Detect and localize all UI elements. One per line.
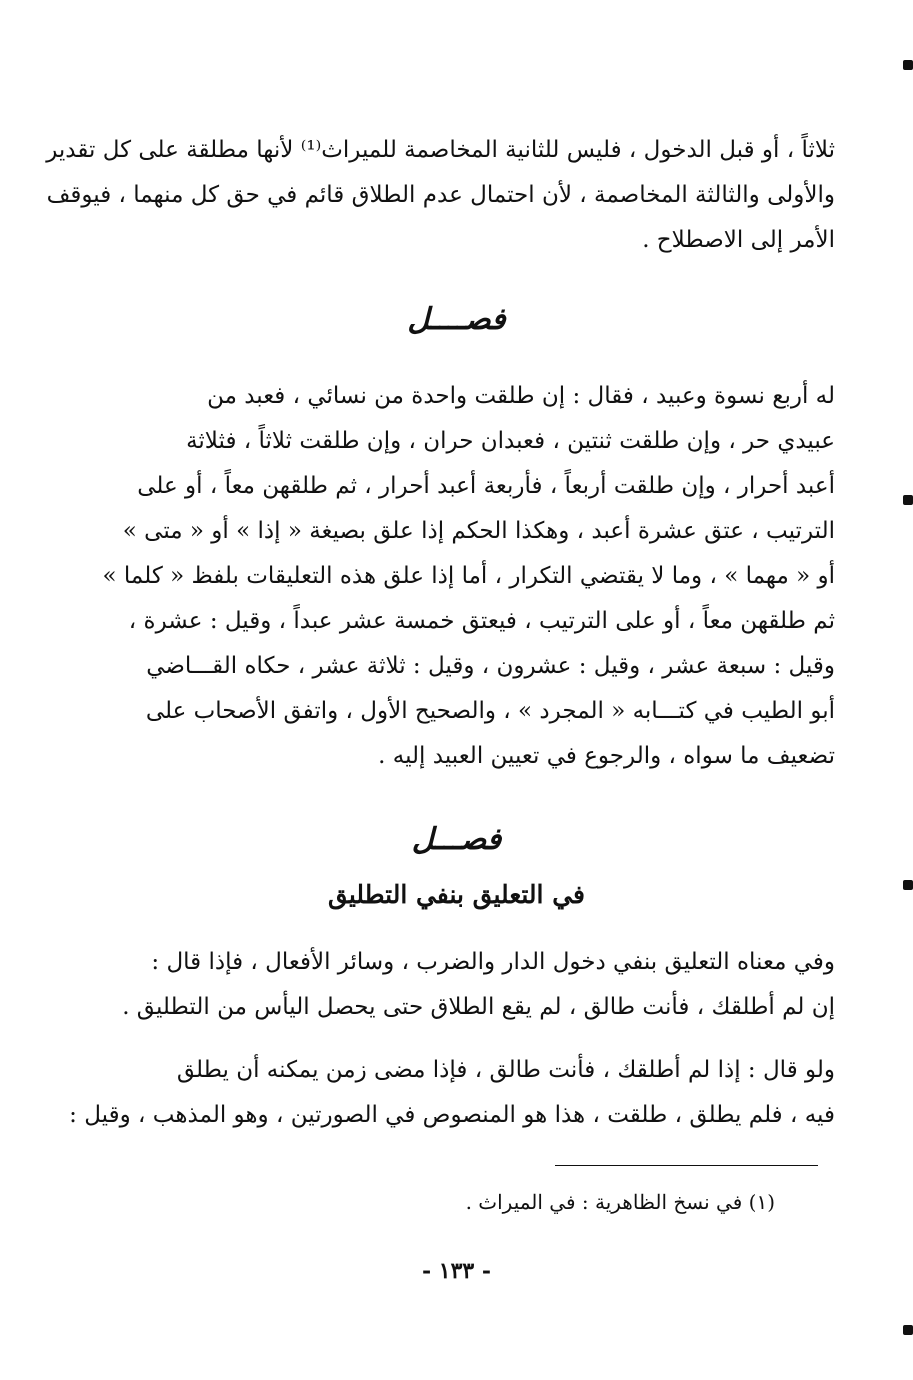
footnote-separator xyxy=(555,1165,818,1166)
paragraph-line: ثم طلقهن معاً ، أو على الترتيب ، فيعتق خمسة عشر عبداً ، وقيل : عشرة ، xyxy=(128,608,835,634)
page-number: - ١٣٣ - xyxy=(421,1258,492,1284)
paragraph-line: والأولى والثالثة المخاصمة ، لأن احتمال عدم الطلاق قائم في حق كل منهما ، فيوقف xyxy=(46,182,835,208)
paragraph-line: إن لم أطلقك ، فأنت طالق ، لم يقع الطلاق حتى يحصل اليأس من التطليق . xyxy=(122,994,835,1020)
paragraph-4 xyxy=(69,1048,835,1138)
paragraph-line: وفي معناه التعليق بنفي دخول الدار والضرب ، وسائر الأفعال ، فإذا قال : xyxy=(151,949,835,975)
paragraph-line: أبو الطيب في كتـــابه « المجرد » ، والصحيح الأول ، واتفق الأصحاب على xyxy=(145,698,835,724)
paragraph-line: الترتيب ، عتق عشرة أعبد ، وهكذا الحكم إذا علق بصيغة « إذا » أو « متى » xyxy=(122,518,835,544)
scan-edge-mark xyxy=(903,1325,913,1335)
footnote: (١) في نسخ الظاهرية : في الميراث . xyxy=(465,1190,775,1214)
paragraph-line: أو « مهما » ، وما لا يقتضي التكرار ، أما إذا علق هذه التعليقات بلفظ « كلما » xyxy=(102,563,835,589)
paragraph-line: ولو قال : إذا لم أطلقك ، فأنت طالق ، فإذا مضى زمن يمكنه أن يطلق xyxy=(176,1057,835,1083)
paragraph-line: ثلاثاً ، أو قبل الدخول ، فليس للثانية المخاصمة للميراث⁽¹⁾ لأنها مطلقة على كل تقدير xyxy=(46,137,835,163)
paragraph-2 xyxy=(102,374,835,779)
scan-edge-mark xyxy=(903,495,913,505)
paragraph-line: تضعيف ما سواه ، والرجوع في تعيين العبيد إليه . xyxy=(378,743,835,769)
section-heading: فصـــل xyxy=(411,822,502,857)
paragraph-line: فيه ، فلم يطلق ، طلقت ، هذا هو المنصوص في الصورتين ، وهو المذهب ، وقيل : xyxy=(69,1102,835,1128)
paragraph-line: عبيدي حر ، وإن طلقت ثنتين ، فعبدان حران ، وإن طلقت ثلاثاً ، فثلاثة xyxy=(186,428,835,454)
paragraph-line: الأمر إلى الاصطلاح . xyxy=(642,227,835,253)
scan-edge-mark xyxy=(903,880,913,890)
paragraph-line: وقيل : سبعة عشر ، وقيل : عشرون ، وقيل : ثلاثة عشر ، حكاه القـــاضي xyxy=(146,653,835,679)
paragraph-line: أعبد أحرار ، وإن طلقت أربعاً ، فأربعة أعبد أحرار ، ثم طلقهن معاً ، أو على xyxy=(137,473,835,499)
scan-edge-mark xyxy=(903,60,913,70)
paragraph-1 xyxy=(46,128,835,263)
paragraph-3 xyxy=(105,940,835,1030)
paragraph-line: له أربع نسوة وعبيد ، فقال : إن طلقت واحدة من نسائي ، فعبد من xyxy=(207,383,835,409)
section-subheading: في التعليق بنفي التطليق xyxy=(327,880,585,909)
section-heading: فصــــل xyxy=(407,302,506,337)
